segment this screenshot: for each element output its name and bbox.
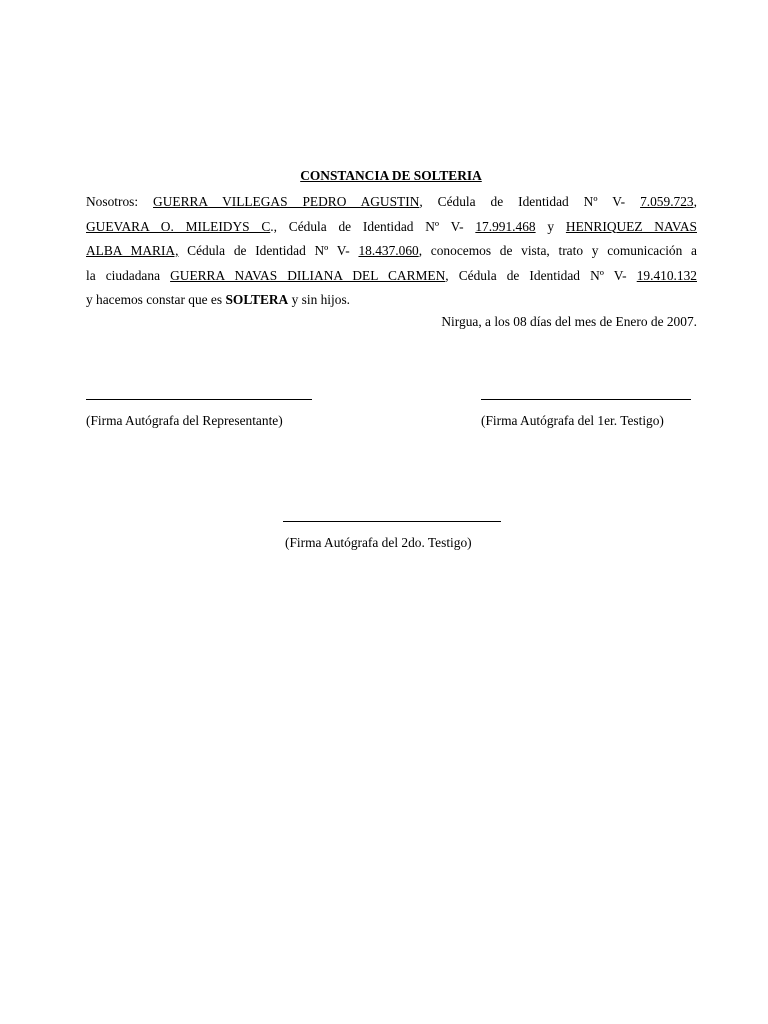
cedula-label-1: Cédula de Identidad Nº V-	[437, 194, 626, 209]
person2-id: 17.991.468	[475, 218, 536, 234]
intro-text: Nosotros:	[86, 194, 139, 209]
knowledge-text-1: , conocemos de vista, trato y comunicación a	[418, 243, 697, 258]
knowledge-text-2: la ciudadana	[86, 267, 161, 283]
person1-id: 7.059.723	[640, 194, 694, 209]
document-body	[86, 190, 697, 313]
cedula-label-4: Cédula de Identidad Nº V-	[458, 267, 627, 283]
document-title: CONSTANCIA DE SOLTERIA	[300, 168, 482, 183]
signature-line-witness2	[283, 521, 501, 522]
body-line-3	[86, 239, 697, 264]
body-line-2: GUEVARA O. MILEIDYS C., Cédula de Identidad Nº V- 17.991.468 y HENRIQUEZ NAVAS	[86, 218, 697, 234]
signature-label-representative: (Firma Autógrafa del Representante)	[86, 413, 283, 428]
person3-name-part1: HENRIQUEZ NAVAS	[565, 218, 697, 234]
date-line: Nirgua, a los 08 días del mes de Enero de 2007.	[441, 314, 697, 329]
person3-id: 18.437.060	[358, 243, 419, 258]
subject-name: GUERRA NAVAS DILIANA DEL CARMEN	[170, 267, 446, 283]
signature-line-representative	[86, 399, 312, 400]
signature-label-witness1: (Firma Autógrafa del 1er. Testigo)	[481, 413, 664, 428]
body-line-1: Nosotros: GUERRA VILLEGAS PEDRO AGUSTIN, Cédula de Identidad Nº V- 7.059.723,	[86, 194, 697, 209]
body-line-5	[86, 288, 697, 313]
person3-name-part2: ALBA MARIA,	[86, 243, 179, 258]
signature-label-witness2: (Firma Autógrafa del 2do. Testigo)	[285, 535, 472, 550]
conjunction-y: y	[547, 218, 555, 234]
subject-id: 19.410.132	[636, 267, 697, 283]
signature-line-witness1	[481, 399, 691, 400]
marital-status: SOLTERA	[225, 292, 289, 307]
body-line-4: la ciudadana GUERRA NAVAS DILIANA DEL CARMEN, Cédula de Identidad Nº V- 19.410.132	[86, 267, 697, 283]
person1-name: GUERRA VILLEGAS PEDRO AGUSTIN	[153, 194, 420, 209]
person2-name: GUEVARA O. MILEIDYS C	[86, 218, 271, 234]
cedula-label-3: Cédula de Identidad Nº V-	[187, 243, 350, 258]
closing-text-1: y hacemos constar que es	[86, 292, 223, 307]
closing-text-2: y sin hijos.	[291, 292, 351, 307]
cedula-label-2: Cédula de Identidad Nº V-	[288, 218, 464, 234]
